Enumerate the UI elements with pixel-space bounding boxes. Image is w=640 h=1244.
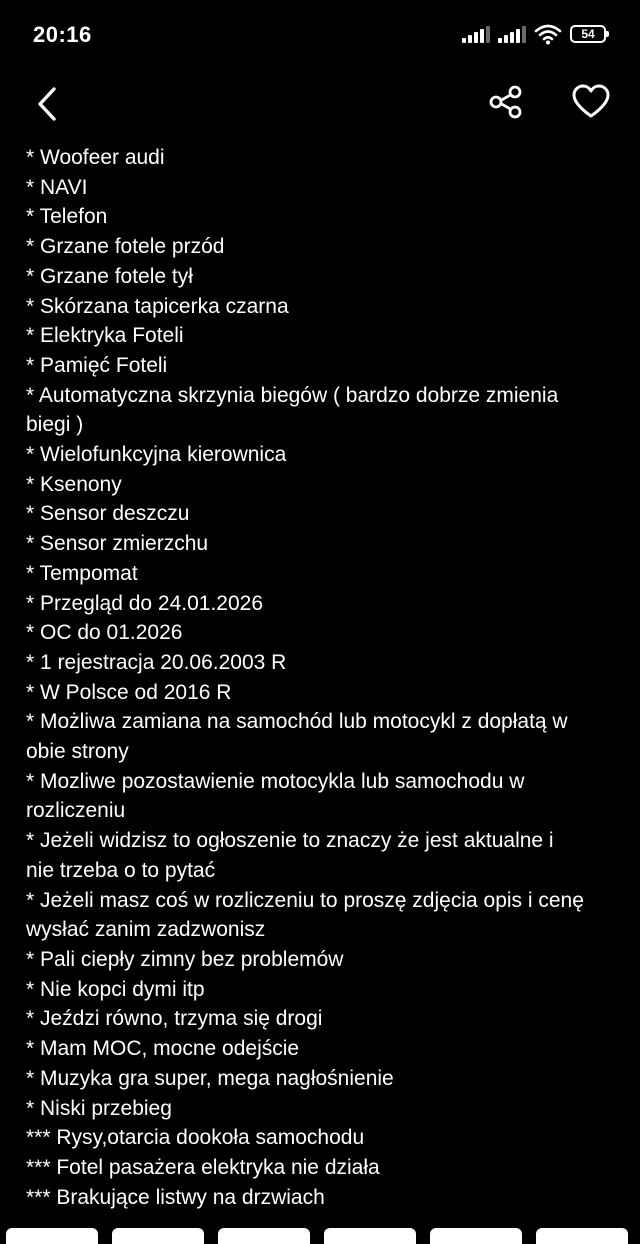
signal-icon: [498, 25, 526, 43]
signal-icon: [462, 25, 490, 43]
description-line: * Automatyczna skrzynia biegów ( bardzo dobrze zmienia: [26, 383, 559, 407]
favorite-button[interactable]: [566, 78, 616, 126]
description-line: *** Fotel pasażera elektryka nie działa: [26, 1155, 380, 1179]
battery-icon: [570, 25, 606, 43]
description-line: * Niski przebieg: [26, 1096, 172, 1120]
wifi-icon: [534, 23, 562, 45]
bottom-tab[interactable]: [536, 1228, 628, 1244]
description-line: * Sensor zmierzchu: [26, 532, 209, 556]
description-line: * Wielofunkcyjna kierownica: [26, 443, 287, 467]
bottom-tab[interactable]: [6, 1228, 98, 1244]
description-line: obie strony: [26, 740, 129, 764]
status-icons: [462, 22, 606, 46]
status-time: 20:16: [33, 22, 92, 47]
description-line: * Jeździ równo, trzyma się drogi: [26, 1007, 323, 1031]
chevron-left-icon: [34, 86, 62, 122]
share-icon: [488, 84, 524, 120]
description-line: * W Polsce od 2016 R: [26, 680, 232, 704]
description-line: * Ksenony: [26, 472, 122, 496]
status-bar: [0, 0, 640, 70]
description-line: * 1 rejestracja 20.06.2003 R: [26, 650, 287, 674]
description-line: * Pali ciepły zimny bez problemów: [26, 947, 344, 971]
bottom-tab[interactable]: [218, 1228, 310, 1244]
bottom-tab[interactable]: [324, 1228, 416, 1244]
description-line: * Tempomat: [26, 561, 138, 585]
ad-description: [26, 143, 620, 1212]
description-line: * Grzane fotele tył: [26, 264, 193, 288]
description-line: *** Rysy,otarcia dookoła samochodu: [26, 1126, 365, 1150]
description-line: * Jeżeli masz coś w rozliczeniu to proszę zdjęcia opis i cenę: [26, 888, 584, 912]
description-line: * Muzyka gra super, mega nagłośnienie: [26, 1066, 394, 1090]
description-line: *** Brakujące listwy na drzwiach: [26, 1185, 325, 1209]
description-line: * OC do 01.2026: [26, 621, 183, 645]
bottom-tab[interactable]: [430, 1228, 522, 1244]
heart-icon: [571, 84, 611, 120]
description-line: * Grzane fotele przód: [26, 235, 225, 259]
description-line: rozliczeniu: [26, 799, 126, 823]
description-line: * Możliwa zamiana na samochód lub motocykl z dopłatą w: [26, 710, 568, 734]
back-button[interactable]: [24, 80, 72, 128]
description-line: * Woofeer audi: [26, 146, 165, 169]
description-line: * Mozliwe pozostawienie motocykla lub samochodu w: [26, 769, 525, 793]
description-line: biegi ): [26, 413, 84, 437]
description-line: wysłać zanim zadzwonisz: [26, 918, 266, 942]
description-line: * Nie kopci dymi itp: [26, 977, 205, 1001]
description-line: nie trzeba o to pytać: [26, 858, 216, 882]
bottom-bar: [0, 1228, 640, 1238]
description-line: * Przegląd do 24.01.2026: [26, 591, 264, 615]
description-line: * Sensor deszczu: [26, 502, 190, 526]
battery-level: 54: [581, 27, 595, 41]
description-line: * Elektryka Foteli: [26, 324, 184, 348]
share-button[interactable]: [482, 78, 530, 126]
bottom-tab[interactable]: [112, 1228, 204, 1244]
description-line: * Mam MOC, mocne odejście: [26, 1037, 300, 1061]
description-line: * NAVI: [26, 175, 88, 199]
description-line: * Telefon: [26, 205, 108, 229]
description-line: * Pamięć Foteli: [26, 353, 168, 377]
top-bar: [0, 70, 640, 136]
description-line: * Jeżeli widzisz to ogłoszenie to znaczy że jest aktualne i: [26, 829, 554, 853]
description-line: * Skórzana tapicerka czarna: [26, 294, 289, 318]
